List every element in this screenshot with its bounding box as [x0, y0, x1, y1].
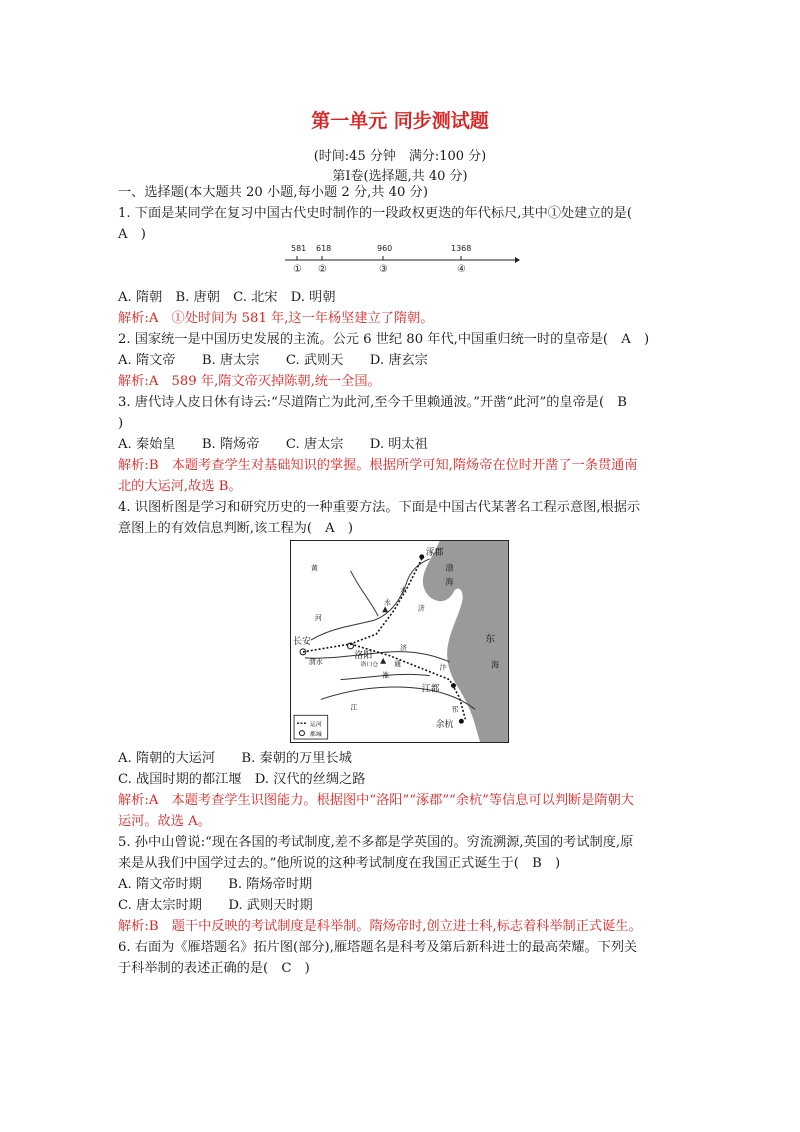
- volume-heading: 第Ⅰ卷(选择题,共 40 分): [332, 169, 468, 184]
- q3-stem: 3. 唐代诗人皮日休有诗云:“尽道隋亡为此河,至今千里赖通波。”开凿“此河”的皇帝是( B: [118, 395, 627, 410]
- yongji-branch: [350, 571, 378, 617]
- timeline-year-581: 581: [291, 244, 307, 253]
- q4-options-1: A. 隋朝的大运河 B. 秦朝的万里长城: [118, 751, 352, 766]
- granary-mark-2: [380, 658, 386, 664]
- timeline-year-618: 618: [316, 244, 332, 253]
- q4-analysis-cont: 运河。故选 A。: [118, 814, 211, 829]
- label-luoyang: 洛阳: [354, 650, 373, 661]
- yuhang-marker: [459, 719, 463, 723]
- q1-answer: A ): [118, 227, 146, 242]
- q2-stem: 2. 国家统一是中国历史发展的主流。公元 6 世纪 80 年代,中国重归统一时的皇帝是( A ): [118, 332, 650, 347]
- legend-canal: 运河: [309, 721, 322, 729]
- q2-options: A. 隋文帝 B. 唐太宗 C. 武则天 D. 唐玄宗: [118, 353, 428, 368]
- canal-north: [303, 559, 422, 652]
- granary-mark-1: [382, 606, 388, 612]
- q4-stem-cont: 意图上的有效信息判断,该工程为( A ): [118, 521, 354, 536]
- label-bian: 汴: [439, 663, 447, 672]
- label-bo: 渤: [445, 563, 454, 573]
- q5-stem-cont: 来是从我们中国学过去的。”他所说的这种考试制度在我国正式诞生于( B ): [118, 856, 561, 871]
- q1-analysis: 解析:A ①处时间为 581 年,这一年杨坚建立了隋朝。: [118, 311, 434, 326]
- q1-stem: 1. 下面是某同学在复习中国古代史时制作的一段政权更迭的年代标尺,其中①处建立的是(: [118, 206, 633, 221]
- q5-options-2: C. 唐太宗时期 D. 武则天时期: [118, 898, 313, 913]
- q2-analysis: 解析:A 589 年,隋文帝灭掉陈朝,统一全国。: [118, 374, 381, 389]
- q3-analysis: 解析:B 本题考查学生对基础知识的掌握。根据所学可知,隋炀帝在位时开凿了一条贯通南: [118, 458, 638, 473]
- q3-stem-end: ): [118, 416, 124, 431]
- label-shui: 水: [399, 586, 407, 595]
- label-han: 邗: [451, 705, 459, 714]
- label-ji-2: 济: [399, 643, 407, 652]
- q6-stem-cont: 于科举制的表述正确的是( C ): [118, 961, 310, 976]
- timeline-mark-2: ②: [318, 264, 327, 275]
- changan-marker: [300, 649, 306, 655]
- section-heading: 一、选择题(本大题共 20 小题,每小题 2 分,共 40 分): [118, 185, 428, 200]
- q5-stem: 5. 孙中山曾说:“现在各国的考试制度,差不多都是学英国的。穷流溯源,英国的考试制度,原: [118, 835, 634, 850]
- q5-options-1: A. 隋文帝时期 B. 隋炀帝时期: [118, 877, 313, 892]
- timeline-year-1368: 1368: [451, 244, 472, 253]
- label-hai: 海: [445, 577, 454, 587]
- jiangdu-marker: [451, 684, 455, 688]
- label-ji: 济: [417, 604, 425, 613]
- label-he-1: 黄: [310, 564, 318, 573]
- label-tong: 通: [394, 659, 401, 668]
- page-title: 第一单元 同步测试题: [311, 110, 489, 132]
- grand-canal-map: [290, 540, 509, 743]
- label-he-2: 河: [314, 614, 322, 623]
- q4-analysis: 解析:A 本题考查学生识图能力。根据图中“洛阳”“涿郡”“余杭”等信息可以判断是隋朝大: [118, 793, 634, 808]
- legend-capital: 都城: [309, 731, 322, 739]
- q6-stem: 6. 右面为《雁塔题名》拓片图(部分),雁塔题名是科考及第后新科进士的最高荣耀。下列关: [118, 940, 638, 955]
- label-jiangdu: 江都: [421, 684, 440, 695]
- timeline-year-960: 960: [377, 244, 393, 253]
- zhuojun-marker: [420, 555, 424, 559]
- timeline-mark-4: ④: [457, 264, 466, 275]
- label-zhuojun: 涿郡: [425, 547, 444, 558]
- map-legend: [294, 715, 328, 739]
- label-yong: 永: [384, 598, 392, 607]
- q1-options: A. 隋朝 B. 唐朝 C. 北宋 D. 明朝: [118, 290, 336, 305]
- label-dong-hai: 海: [491, 660, 499, 670]
- label-yuhang: 余杭: [435, 720, 454, 731]
- sea-area: [423, 541, 508, 742]
- q4-options-2: C. 战国时期的都江堰 D. 汉代的丝绸之路: [118, 772, 366, 787]
- label-luokou: 洛口仓: [360, 660, 379, 668]
- label-jiang: 江: [350, 703, 358, 712]
- label-huai: 淮: [382, 671, 390, 680]
- q5-analysis: 解析:B 题干中反映的考试制度是科举制。隋炀帝时,创立进士科,标志着科举制正式诞生。: [118, 919, 642, 934]
- label-dong: 东: [485, 633, 496, 645]
- label-changan: 长安: [293, 636, 311, 647]
- q3-options: A. 秦始皇 B. 隋炀帝 C. 唐太宗 D. 明太祖: [118, 437, 428, 452]
- yellow-river: [311, 559, 430, 640]
- q4-stem: 4. 识图析图是学习和研究历史的一种重要方法。下面是中国古代某著名工程示意图,根据示: [118, 500, 641, 515]
- label-weishui: 渭水: [308, 657, 323, 666]
- q1-timeline: [275, 240, 520, 276]
- q3-analysis-cont: 北的大运河,故选 B。: [118, 479, 242, 494]
- timeline-mark-1: ①: [293, 264, 302, 275]
- exam-time-info: (时间:45 分钟 满分:100 分): [313, 149, 487, 164]
- timeline-mark-3: ③: [379, 264, 388, 275]
